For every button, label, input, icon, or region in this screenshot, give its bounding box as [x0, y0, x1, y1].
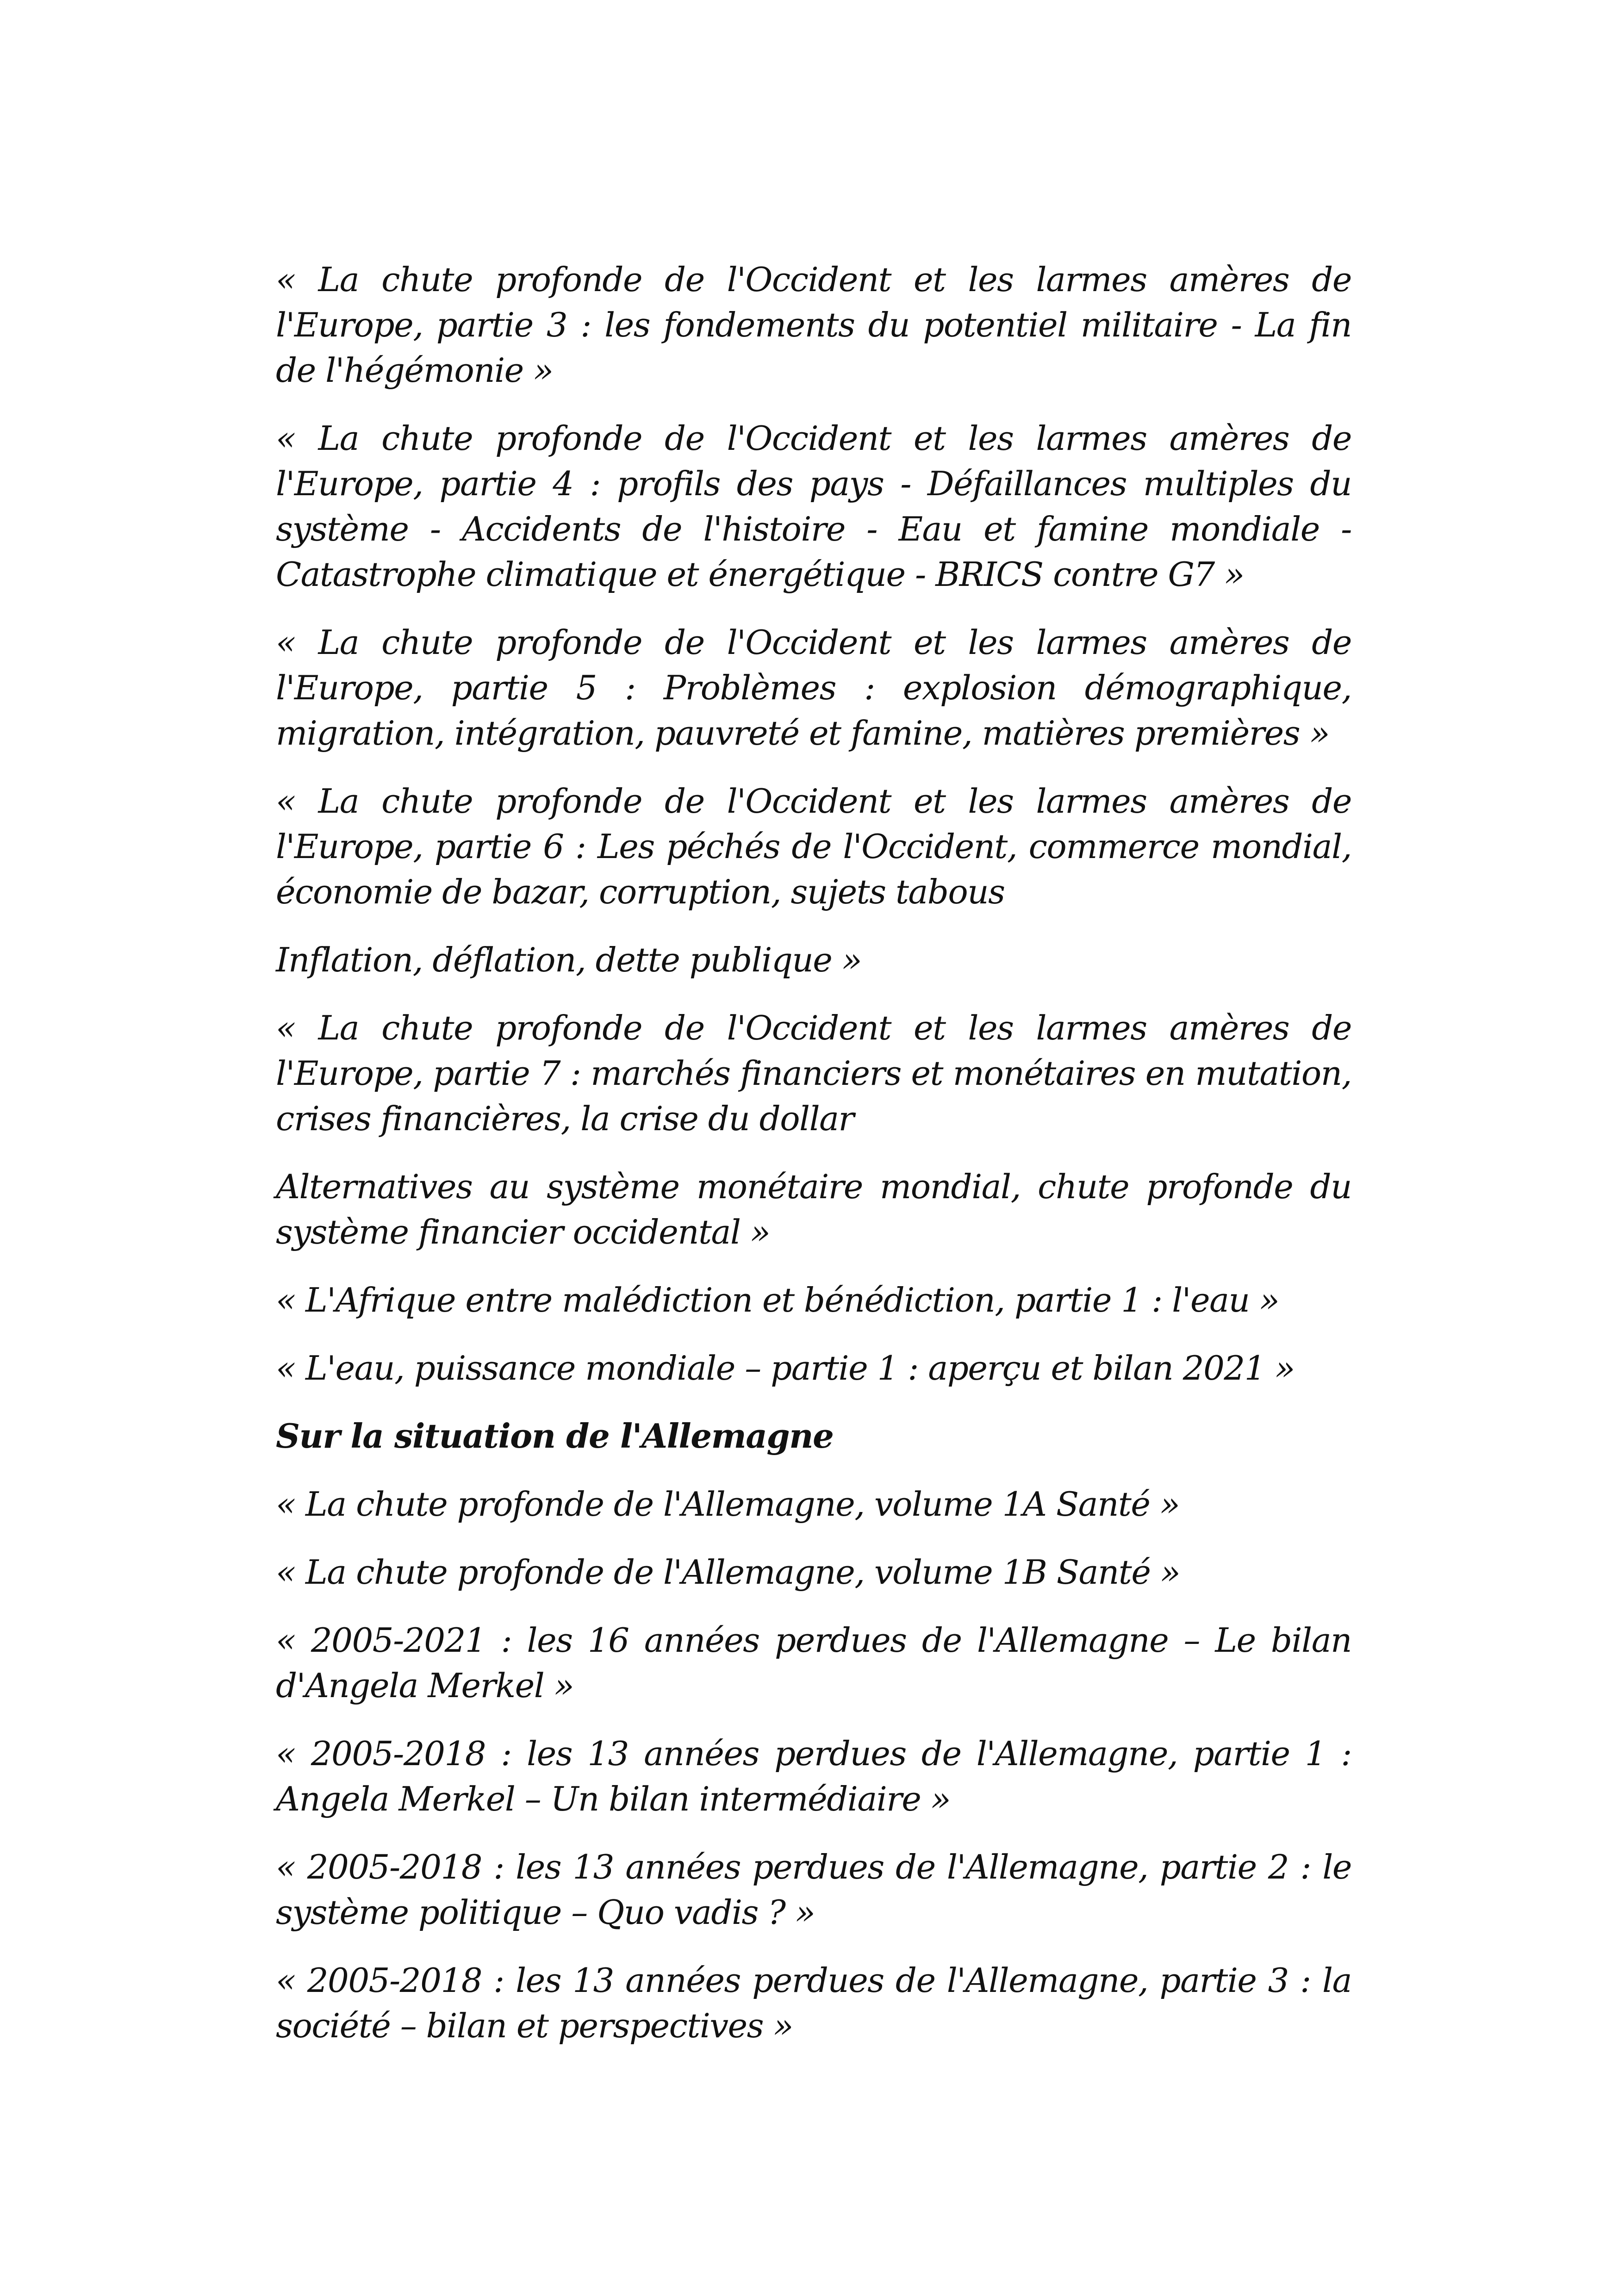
book-title-paragraph: « La chute profonde de l'Occident et les larmes amères de l'Europe, partie 3 : les fondements du potentiel militaire - La fin de l'hégémonie »: [276, 260, 1351, 390]
book-title-paragraph: « 2005-2021 : les 16 années perdues de l'Allemagne – Le bilan d'Angela Merkel »: [276, 1621, 1351, 1705]
book-title-paragraph: « La chute profonde de l'Occident et les larmes amères de l'Europe, partie 6 : Les péchés de l'Occident, commerce mondial, économie de bazar, corruption, sujets tabous: [276, 782, 1351, 911]
book-title-paragraph: « La chute profonde de l'Allemagne, volume 1B Santé »: [276, 1553, 1180, 1592]
book-title-continuation: Alternatives au système monétaire mondial, chute profonde du système financier occidental »: [276, 1167, 1351, 1251]
book-title-paragraph: « 2005-2018 : les 13 années perdues de l'Allemagne, partie 1 : Angela Merkel – Un bilan intermédiaire »: [276, 1734, 1351, 1818]
book-title-paragraph: « La chute profonde de l'Occident et les larmes amères de l'Europe, partie 7 : marchés financiers et monétaires en mutation, crises financières, la crise du dollar: [276, 1008, 1351, 1138]
book-title-continuation: Inflation, déflation, dette publique »: [276, 940, 862, 979]
document-body: [276, 257, 1351, 2071]
book-title-paragraph: « La chute profonde de l'Occident et les larmes amères de l'Europe, partie 4 : profils des pays - Défaillances multiples du système - Accidents de l'histoire - Eau et famine mondiale - Catastrophe climatique et énergétique - BRICS contre G7 »: [276, 419, 1351, 594]
book-title-paragraph: « 2005-2018 : les 13 années perdues de l'Allemagne, partie 2 : le système politique – Quo vadis ? »: [276, 1848, 1351, 1932]
section-heading: Sur la situation de l'Allemagne: [276, 1416, 834, 1456]
book-title-paragraph: « La chute profonde de l'Occident et les larmes amères de l'Europe, partie 5 : Problèmes : explosion démographique, migration, intégration, pauvreté et famine, matières premières »: [276, 623, 1351, 753]
book-title-paragraph: « 2005-2018 : les 13 années perdues de l'Allemagne, partie 3 : la société – bilan et perspectives »: [276, 1961, 1351, 2045]
book-title-paragraph: « L'Afrique entre malédiction et bénédiction, partie 1 : l'eau »: [276, 1281, 1279, 1319]
book-title-paragraph: « La chute profonde de l'Allemagne, volume 1A Santé »: [276, 1485, 1180, 1524]
book-title-paragraph: « L'eau, puissance mondiale – partie 1 : aperçu et bilan 2021 »: [276, 1349, 1294, 1388]
